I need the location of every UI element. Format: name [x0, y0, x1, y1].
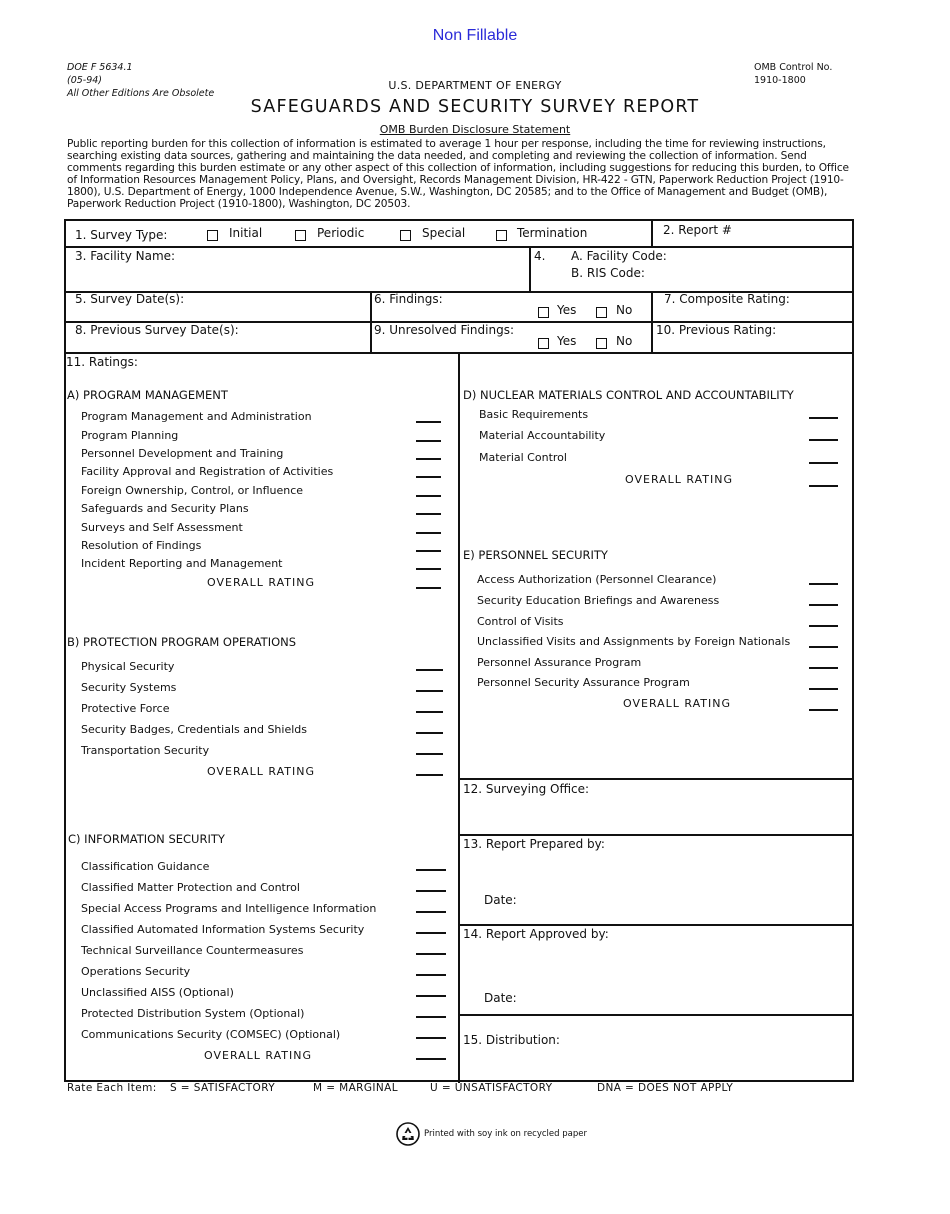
legend-label: Rate Each Item:	[67, 1082, 157, 1094]
findings-no-label: No	[616, 303, 633, 317]
legend-marginal: M = MARGINAL	[313, 1082, 398, 1094]
section-e-item: Security Education Briefings and Awareness	[477, 594, 720, 607]
rating-blank[interactable]	[416, 869, 446, 871]
rating-blank[interactable]	[416, 532, 441, 534]
section-b-item: Security Badges, Credentials and Shields	[81, 723, 307, 736]
section-b-overall-rating: OVERALL RATING	[207, 765, 315, 778]
findings-yes-label: Yes	[557, 303, 577, 317]
rating-blank[interactable]	[416, 1037, 446, 1039]
rating-blank[interactable]	[416, 753, 443, 755]
survey-type-initial-label: Initial	[229, 226, 263, 240]
surveying-office-label: 12. Surveying Office:	[463, 782, 590, 796]
section-e-title: E) PERSONNEL SECURITY	[463, 548, 608, 562]
overall-rating-blank[interactable]	[416, 587, 441, 589]
section-c-item: Operations Security	[81, 965, 191, 978]
section-d-item: Material Control	[479, 451, 567, 464]
findings-label: 6. Findings:	[374, 292, 443, 306]
field-4-label: 4.	[534, 249, 546, 263]
section-e-item: Personnel Security Assurance Program	[477, 676, 690, 689]
unresolved-yes-checkbox[interactable]	[538, 338, 549, 349]
section-c-item: Communications Security (COMSEC) (Optional)	[81, 1028, 341, 1041]
findings-no-checkbox[interactable]	[596, 307, 607, 318]
burden-title: OMB Burden Disclosure Statement	[379, 123, 571, 136]
section-a-item: Safeguards and Security Plans	[81, 502, 249, 515]
prepared-date-label: Date:	[484, 893, 517, 907]
survey-type-initial-checkbox[interactable]	[207, 230, 218, 241]
previous-survey-dates-label: 8. Previous Survey Date(s):	[75, 323, 239, 337]
section-a-item: Foreign Ownership, Control, or Influence	[81, 484, 304, 497]
report-approved-by-label: 14. Report Approved by:	[463, 927, 609, 941]
rating-blank[interactable]	[416, 421, 441, 423]
section-b-item: Security Systems	[81, 681, 177, 694]
rating-blank[interactable]	[416, 690, 443, 692]
section-a-title: A) PROGRAM MANAGEMENT	[67, 388, 228, 402]
editions-note: All Other Editions Are Obsolete	[67, 88, 215, 99]
section-a-item: Incident Reporting and Management	[81, 557, 283, 570]
section-a-item: Facility Approval and Registration of Activities	[81, 465, 334, 478]
omb-number: 1910-1800	[754, 75, 806, 86]
survey-type-termination-label: Termination	[517, 226, 588, 240]
ratings-label: 11. Ratings:	[66, 355, 138, 369]
rating-blank[interactable]	[416, 995, 446, 997]
rating-blank[interactable]	[416, 932, 446, 934]
section-b-item: Protective Force	[81, 702, 170, 715]
rating-blank[interactable]	[809, 625, 838, 627]
printed-note: Printed with soy ink on recycled paper	[424, 1129, 587, 1139]
non-fillable-notice: Non Fillable	[432, 27, 518, 44]
ris-code-label: B. RIS Code:	[571, 266, 645, 280]
rating-blank[interactable]	[809, 667, 838, 669]
overall-rating-blank[interactable]	[809, 485, 838, 487]
rating-blank[interactable]	[416, 513, 441, 515]
omb-label: OMB Control No.	[754, 62, 833, 73]
section-a-item: Resolution of Findings	[81, 539, 202, 552]
report-number-label: 2. Report #	[663, 223, 732, 237]
section-d-item: Basic Requirements	[479, 408, 589, 421]
section-e-item: Personnel Assurance Program	[477, 656, 642, 669]
rating-blank[interactable]	[416, 550, 441, 552]
section-d-title: D) NUCLEAR MATERIALS CONTROL AND ACCOUNTABILITY	[463, 388, 794, 402]
rating-blank[interactable]	[809, 439, 838, 441]
rating-blank[interactable]	[809, 688, 838, 690]
rating-blank[interactable]	[809, 604, 838, 606]
section-b-item: Transportation Security	[81, 744, 210, 757]
rating-blank[interactable]	[416, 732, 443, 734]
rating-blank[interactable]	[416, 911, 446, 913]
section-d-overall-rating: OVERALL RATING	[625, 473, 733, 486]
rating-blank[interactable]	[416, 440, 441, 442]
section-a-item: Program Management and Administration	[81, 410, 312, 423]
section-e-overall-rating: OVERALL RATING	[623, 697, 731, 710]
section-a-overall-rating: OVERALL RATING	[207, 576, 315, 589]
rating-blank[interactable]	[809, 583, 838, 585]
survey-dates-label: 5. Survey Date(s):	[75, 292, 185, 306]
rating-blank[interactable]	[416, 495, 441, 497]
section-a-item: Program Planning	[81, 429, 179, 442]
survey-type-special-checkbox[interactable]	[400, 230, 411, 241]
section-c-item: Classified Matter Protection and Control	[81, 881, 300, 894]
facility-code-label: A. Facility Code:	[571, 249, 667, 263]
previous-rating-label: 10. Previous Rating:	[656, 323, 777, 337]
unresolved-no-checkbox[interactable]	[596, 338, 607, 349]
section-c-item: Special Access Programs and Intelligence Information	[81, 902, 377, 915]
section-b-item: Physical Security	[81, 660, 175, 673]
distribution-label: 15. Distribution:	[463, 1033, 560, 1047]
section-a-item: Personnel Development and Training	[81, 447, 284, 460]
legend-unsatisfactory: U = UNSATISFACTORY	[430, 1082, 553, 1094]
section-e-item: Access Authorization (Personnel Clearance)	[477, 573, 717, 586]
section-c-title: C) INFORMATION SECURITY	[68, 832, 225, 846]
overall-rating-blank[interactable]	[809, 709, 838, 711]
approved-date-label: Date:	[484, 991, 517, 1005]
form-number: DOE F 5634.1	[67, 62, 133, 73]
section-c-item: Classification Guidance	[81, 860, 210, 873]
facility-name-label: 3. Facility Name:	[75, 249, 176, 263]
burden-text: Public reporting burden for this collection of information is estimated to average 1 hour per response, including the time for reviewing instructions, searching existing data sources, gathering and maintaining the data needed, and completing and reviewing the collection of information. Send comments regarding this burden estimate or any other aspect of this collection of information, including suggestions for reducing this burden, to Office of Information Resources Management Policy, Plans, and Oversight, Records Management Division, HR-422 - GTN, Paperwork Reduction Project (1910-1800), U.S. Department of Energy, 1000 Independence Avenue, S.W., Washington, DC 20585; and to the Office of Management and Budget (OMB), Paperwork Reduction Project (1910-1800), Washington, DC 20503.	[67, 138, 849, 210]
rating-blank[interactable]	[809, 417, 838, 419]
survey-type-periodic-label: Periodic	[317, 226, 365, 240]
legend-satisfactory: S = SATISFACTORY	[170, 1082, 276, 1094]
unresolved-no-label: No	[616, 334, 633, 348]
section-b-title: B) PROTECTION PROGRAM OPERATIONS	[67, 635, 297, 649]
rating-blank[interactable]	[416, 458, 441, 460]
rating-blank[interactable]	[416, 476, 441, 478]
section-c-item: Unclassified AISS (Optional)	[81, 986, 234, 999]
unresolved-findings-label: 9. Unresolved Findings:	[374, 323, 514, 337]
report-prepared-by-label: 13. Report Prepared by:	[463, 837, 605, 851]
rating-blank[interactable]	[416, 568, 441, 570]
survey-type-periodic-checkbox[interactable]	[295, 230, 306, 241]
rating-blank[interactable]	[809, 646, 838, 648]
legend-dna: DNA = DOES NOT APPLY	[597, 1082, 734, 1094]
page-title: SAFEGUARDS AND SECURITY SURVEY REPORT	[250, 97, 700, 117]
section-c-item: Classified Automated Information Systems Security	[81, 923, 365, 936]
section-c-item: Protected Distribution System (Optional)	[81, 1007, 305, 1020]
recycle-icon	[396, 1122, 420, 1146]
rating-blank[interactable]	[416, 953, 446, 955]
unresolved-yes-label: Yes	[557, 334, 577, 348]
section-c-overall-rating: OVERALL RATING	[204, 1049, 312, 1062]
section-e-item: Unclassified Visits and Assignments by Foreign Nationals	[477, 635, 791, 648]
section-e-item: Control of Visits	[477, 615, 564, 628]
section-a-item: Surveys and Self Assessment	[81, 521, 243, 534]
rating-blank[interactable]	[416, 711, 443, 713]
rating-blank[interactable]	[416, 1016, 446, 1018]
findings-yes-checkbox[interactable]	[538, 307, 549, 318]
rating-blank[interactable]	[809, 462, 838, 464]
composite-rating-label: 7. Composite Rating:	[664, 292, 790, 306]
section-c-item: Technical Surveillance Countermeasures	[81, 944, 304, 957]
form-date: (05-94)	[67, 75, 103, 86]
overall-rating-blank[interactable]	[416, 1058, 446, 1060]
rating-blank[interactable]	[416, 890, 446, 892]
section-d-item: Material Accountability	[479, 429, 606, 442]
rating-blank[interactable]	[416, 669, 443, 671]
rating-blank[interactable]	[416, 974, 446, 976]
survey-type-label: 1. Survey Type:	[75, 228, 168, 242]
survey-type-special-label: Special	[422, 226, 466, 240]
survey-form	[64, 219, 854, 1082]
department: U.S. DEPARTMENT OF ENERGY	[388, 79, 562, 92]
survey-type-termination-checkbox[interactable]	[496, 230, 507, 241]
overall-rating-blank[interactable]	[416, 774, 443, 776]
